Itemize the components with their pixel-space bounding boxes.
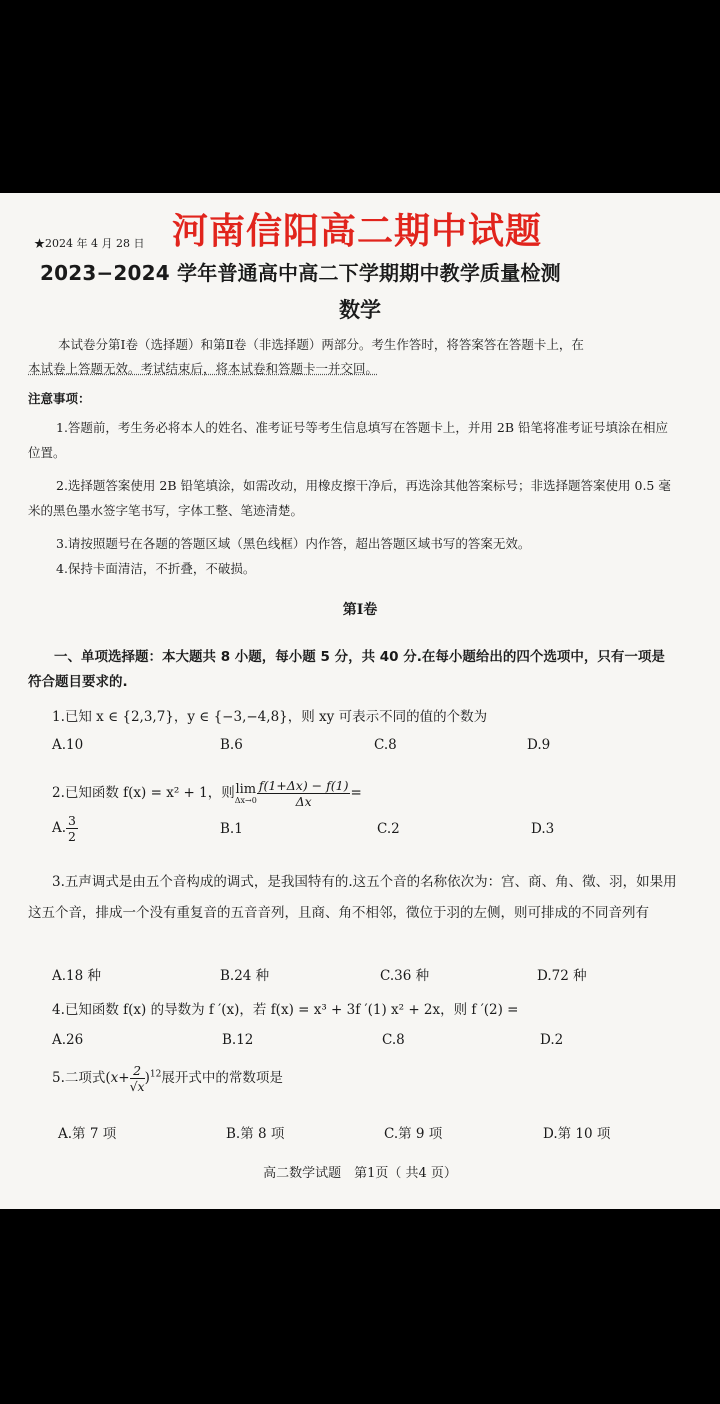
q3-option-b: B.24 种 <box>220 968 270 984</box>
q5-stem-pre: 5.二项式( <box>52 1070 111 1086</box>
q5-x-term: x+ <box>110 1070 130 1086</box>
fraction-numerator: 2 <box>130 1063 145 1079</box>
quotient-numerator: f(1+Δx) − f(1) <box>258 778 349 793</box>
q5-stem-tail: 展开式中的常数项是 <box>161 1070 283 1086</box>
q4-option-c: C.8 <box>382 1032 405 1048</box>
question-5-stem <box>52 1063 283 1094</box>
intro-paragraph <box>28 333 678 381</box>
question-3-stem: 3.五声调式是由五个音构成的调式，是我国特有的.这五个音的名称依次为：宫、商、角、徵、羽，如果用这五个音，排成一个没有重复音的五音音列，且商、角不相邻，徵位于羽的左侧，则可排成的不同音列有 <box>28 874 677 921</box>
note-item: 4.保持卡面清洁，不折叠，不破损。 <box>56 561 256 576</box>
note-item: 2.选择题答案使用 2B 铅笔填涂，如需改动，用橡皮擦干净后，再选涂其他答案标号；非选择题答案使用 0.5 毫米的黑色墨水签字笔书写，字体工整、笔迹清楚。 <box>28 478 671 518</box>
exam-title: 2023−2024 学年普通高中高二下学期期中教学质量检测 <box>40 261 561 285</box>
q1-option-d: D.9 <box>527 737 551 753</box>
intro-line-1: 本试卷分第Ⅰ卷（选择题）和第Ⅱ卷（非选择题）两部分。考生作答时，将答案答在答题卡上，在 <box>58 337 584 352</box>
limit-word: lim <box>235 781 257 797</box>
fraction-denominator: 2 <box>68 829 76 844</box>
notes-heading: 注意事项： <box>28 391 91 406</box>
q4-option-d: D.2 <box>540 1032 564 1048</box>
q1-option-c: C.8 <box>374 737 397 753</box>
q1-option-a: A.10 <box>52 737 84 753</box>
part-title: 第Ⅰ卷 <box>342 602 378 618</box>
q5-exponent: 12 <box>149 1069 162 1080</box>
fraction-numerator: 3 <box>68 813 76 828</box>
q2-option-a-label: A. <box>52 820 67 836</box>
fraction-denominator: √x <box>129 1079 145 1094</box>
section-instructions: 一、单项选择题：本大题共 8 小题，每小题 5 分，共 40 分.在每小题给出的四个选项中，只有一项是符合题目要求的. <box>28 649 665 690</box>
intro-line-2: 本试卷上答题无效。考试结束后，将本试卷和答题卡一并交回。 <box>28 361 379 376</box>
q1-option-b: B.6 <box>220 737 243 753</box>
q5-fraction <box>130 1063 145 1094</box>
q3-option-d: D.72 种 <box>537 968 587 984</box>
subject-title: 数学 <box>339 298 381 322</box>
question-2-stem <box>52 778 362 809</box>
q5-stem-post: ) <box>144 1070 150 1086</box>
exam-date: ★2024 年 4 月 28 日 <box>34 237 145 250</box>
q2-option-a-fraction <box>66 813 78 844</box>
q2-stem-post: = <box>350 785 362 801</box>
q4-option-b: B.12 <box>222 1032 254 1048</box>
q2-option-b: B.1 <box>220 821 243 837</box>
q2-option-d: D.3 <box>531 821 555 837</box>
q5-option-d: D.第 10 项 <box>543 1126 611 1142</box>
limit-subscript: Δx→0 <box>234 795 257 805</box>
q5-option-a: A.第 7 项 <box>58 1126 117 1142</box>
q2-stem-pre: 2.已知函数 f(x) = x² + 1，则 <box>52 785 235 801</box>
q5-option-b: B.第 8 项 <box>226 1126 285 1142</box>
q5-option-c: C.第 9 项 <box>384 1126 443 1142</box>
exam-paper <box>0 193 720 1209</box>
q4-option-a: A.26 <box>52 1032 84 1048</box>
quotient-denominator: Δx <box>295 794 312 809</box>
red-banner-title: 河南信阳高二期中试题 <box>172 211 543 252</box>
page-footer: 高二数学试题 第1页（ 共4 页） <box>263 1166 457 1181</box>
q3-option-c: C.36 种 <box>380 968 430 984</box>
q2-option-c: C.2 <box>377 821 400 837</box>
question-1-stem: 1.已知 x ∈ {2,3,7}，y ∈ {−3,−4,8}，则 xy 可表示不同的值的个数为 <box>52 709 488 725</box>
q3-option-a: A.18 种 <box>52 968 102 984</box>
limit-operator <box>235 783 257 805</box>
q2-option-a <box>52 813 78 844</box>
note-item: 1.答题前，考生务必将本人的姓名、准考证号等考生信息填写在答题卡上，并用 2B 铅笔将准考证号填涂在相应位置。 <box>28 420 669 460</box>
question-4-stem: 4.已知函数 f(x) 的导数为 f ′(x)，若 f(x) = x³ + 3f ′(1) x² + 2x，则 f ′(2) = <box>52 1002 519 1018</box>
difference-quotient <box>257 778 351 809</box>
note-item: 3.请按照题号在各题的答题区域（黑色线框）内作答，超出答题区域书写的答案无效。 <box>56 536 531 551</box>
